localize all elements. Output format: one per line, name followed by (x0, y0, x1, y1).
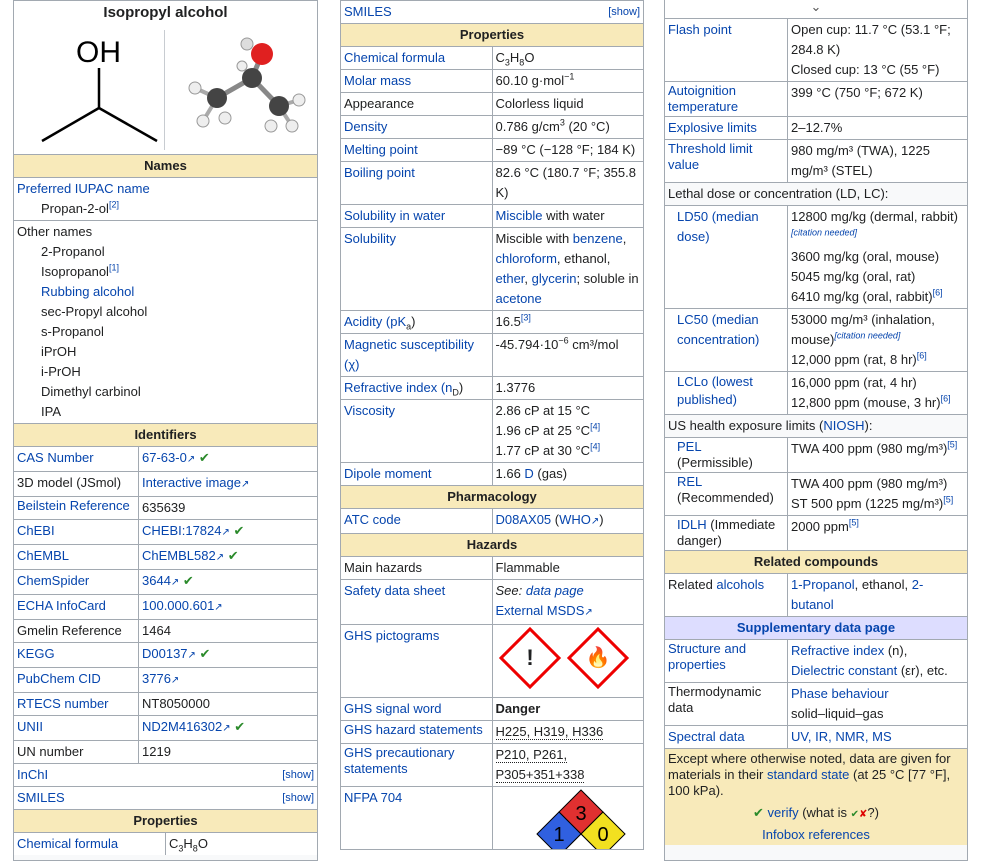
lclo-values: 16,000 ppm (rat, 4 hr) 12,800 ppm (mouse, 3 hr)[6] (788, 372, 968, 415)
identifier-value[interactable]: D00137 (142, 646, 188, 661)
flash-point-link[interactable]: Flash point (668, 22, 732, 37)
standard-state-link[interactable]: standard state (766, 767, 850, 782)
spectral-data-link[interactable]: Spectral data (668, 729, 745, 744)
other-name: Dimethyl carbinol (41, 384, 141, 399)
chemical-formula-link-2[interactable]: Chemical formula (344, 50, 446, 65)
thermodynamic-value: Phase behaviour solid–liquid–gas (788, 683, 968, 726)
supplementary-data-page-link[interactable]: Supplementary data page (736, 620, 896, 635)
infobox-title: Isopropyl alcohol (14, 1, 317, 25)
solubility-water-link[interactable]: Solubility in water (344, 208, 446, 223)
who-link[interactable]: WHO (559, 512, 591, 527)
identifier-row (14, 472, 317, 497)
chemical-formula-value-2: $C_3H_8O$ (492, 47, 643, 70)
infobox-column-1 (13, 0, 318, 861)
magnetic-susceptibility-value: $-45.794\cdot 10^{-6}$ cm³/mol (492, 334, 643, 377)
acidity-link[interactable]: Acidity (pK (344, 314, 407, 329)
identifier-value: 1219 (142, 744, 171, 759)
dielectric-constant-link[interactable]: Dielectric constant (791, 663, 898, 678)
identifier-row (14, 643, 317, 668)
ghs-signal-word-link[interactable]: GHS signal word (344, 701, 442, 716)
smiles-show-toggle-2[interactable]: [show] (608, 6, 640, 18)
exclamation-mark-pictogram-icon: ! (498, 627, 560, 689)
external-link-icon: ↗ (241, 479, 250, 490)
2-butanol-link[interactable]: 2-butanol (791, 577, 924, 612)
rel-sub: (Recommended) (677, 490, 774, 505)
atc-code-link[interactable]: ATC code (344, 512, 401, 527)
identifiers-header: Identifiers (14, 424, 317, 447)
identifier-value: NT8050000 (142, 696, 210, 711)
identifier-row (14, 716, 317, 741)
identifier-value[interactable]: Interactive image (142, 475, 241, 490)
appearance-value: Colorless liquid (492, 93, 643, 116)
pel-link[interactable]: PEL (677, 439, 702, 454)
identifier-row (14, 497, 317, 520)
solubility-value: Miscible with benzene, chloroform, ethanol, ether, glycerin; soluble in acetone (492, 228, 643, 311)
identifier-row (14, 570, 317, 595)
main-hazards-label: Main hazards (341, 557, 492, 580)
identifier-value: 635639 (142, 500, 186, 515)
lethal-dose-header: Lethal dose or concentration (LD, LC): (665, 183, 967, 206)
external-link-icon: ↗ (187, 650, 196, 661)
structure-properties-value: Refractive index (n), Dielectric constant (εr), etc. (788, 640, 968, 683)
nfpa-diamond (492, 787, 643, 851)
identifier-label[interactable]: 3D model (JSmol) (14, 472, 139, 497)
external-link-icon: ↗ (222, 723, 231, 734)
refractive-index-link-2[interactable]: Refractive index (791, 643, 885, 658)
identifier-label[interactable]: Beilstein Reference (14, 497, 139, 520)
other-name: s-Propanol (41, 324, 104, 339)
verify-link[interactable]: verify (767, 805, 799, 820)
identifier-label[interactable]: Gmelin Reference (14, 620, 139, 643)
infobox-column-3: ⌄ Flash point Open cup: 11.7 °C (53.1 °F; 284.8 K) Closed cup: 13 °C (55 °F) Autoignition temperature 399 °C (750 °F; 672 K) Explosive limits 2–12.7% Threshold limit value 980 mg/m³ (TWA), 1225 mg/m³ (STEL) Lethal dose or concentration (LD, LC): LD50 (median dose) 12800 mg/kg (dermal, rabbit)[citation needed] 3600 mg/kg (oral, mouse) 5045 mg/kg (oral, rat) 6410 mg/kg (oral, rabbit)[6] LC50 (median concentration) 53000 mg/m³ (inhalation, mouse)[citation needed] 12,000 ppm (rat, 8 hr)[6] LCLo (lowest published) 16,000 ppm (rat, 4 hr) 12,800 ppm (mouse, 3 hr)[6] US health exposure limits (NIOSH): PEL (Permissible) TWA 400 ppm (980 mg/m³)[5] REL (Recommended) TWA 400 ppm (980 mg/m³) ST 500 ppm (1225 mg/m³)[5] IDLH (Immediate danger) 2000 ppm[5] Related compounds Related alcohols 1-Propanol, ethanol, 2-butanol Supplementary data page Structure and properties Refractive index (n), Dielectric constant (εr), etc. Thermodynamic data Phase behaviour solid–liquid–gas Spectral data UV, IR, NMR, MS Except where otherwise noted, data are given for materials in their standard state (at 25 °C [77 °F], 100 kPa). ✔ verify (what is ✔✘?) Infobox references (664, 0, 968, 861)
check-icon: ✔ (229, 523, 245, 538)
identifier-label[interactable]: ChEMBL (14, 545, 139, 570)
inchi-show-toggle[interactable]: [show] (282, 769, 314, 781)
ball-and-stick-model-image (167, 26, 317, 154)
infobox-column-2: SMILES [show] Properties Chemical formula $C_3H_8O$ Molar mass 60.10 g·mol$^{-1}$ Appearance Colorless liquid Density 0.786 $g/cm^3$ (20 °C) Melting point −89 °C (−128 °F; 184 K) Boiling point 82.6 °C (180.7 °F; 355.8 K) Solubility in water Miscible with water Solubility Miscible with benzene, chloroform, ethanol, ether, glycerin; soluble in acetone Acidity $(pK_a)$ 16.5[3] Magnetic susceptibility (χ) $-45.794\cdot 10^{-6}$ cm³/mol Refractive index $(n_D)$ 1.3776 Viscosity 2.86 cP at 15 °C 1.96 cP at 25 °C[4] 1.77 cP at 30 °C[4] Dipole moment 1.66 D (gas) Pharmacology ATC code D08AX05 (WHO↗) Hazards Main hazards Flammable Safety data sheet See: data page External MSDS↗ GHS pictograms ! 🔥 GHS signal word Danger GHS hazard statements H225, H319, H336 GHS precautionary statements P210, P261, P305+351+338 NFPA 704 3 1 0 (340, 0, 644, 850)
svg-text:0: 0 (596, 824, 609, 846)
appearance-label: Appearance (341, 93, 492, 116)
debye-link[interactable]: D (524, 466, 534, 481)
pharmacology-header: Pharmacology (341, 486, 643, 509)
identifier-row (14, 620, 317, 643)
external-link-icon: ↗ (215, 552, 225, 563)
explosive-limits-link[interactable]: Explosive limits (668, 120, 757, 135)
melting-point-value: −89 °C (−128 °F; 184 K) (492, 139, 643, 162)
check-icon: ✔ (195, 646, 211, 661)
refractive-index-value: 1.3776 (492, 377, 643, 400)
identifier-label[interactable]: UN number (14, 741, 139, 764)
check-icon: ✔ (753, 805, 764, 820)
thermodynamic-label: Thermodynamic data (665, 683, 788, 726)
ether-link[interactable]: ether (495, 271, 525, 286)
cross-icon: ✘ (859, 809, 868, 820)
lc50-values: 53000 mg/m³ (inhalation, mouse)[citation needed] 12,000 ppm (rat, 8 hr)[6] (788, 309, 968, 372)
idlh-sub: (Immediate danger) (677, 517, 776, 548)
identifier-value[interactable]: 67-63-0 (142, 450, 187, 465)
smiles-link-2[interactable]: SMILES (344, 4, 392, 19)
chloroform-link[interactable]: chloroform (495, 251, 557, 266)
smiles-link[interactable]: SMILES (17, 790, 65, 805)
other-names-label: Other names (17, 224, 93, 239)
ghs-precautionary-value[interactable]: P210, P261, P305+351+338 (495, 747, 585, 782)
skeletal-formula-image (14, 26, 164, 154)
iupac-name-link[interactable]: Preferred IUPAC name (17, 181, 150, 196)
threshold-limit-value: 980 mg/m³ (TWA), 1225 mg/m³ (STEL) (788, 140, 968, 183)
external-msds-link[interactable]: External MSDS (495, 603, 585, 618)
flash-point-value: Open cup: 11.7 °C (53.1 °F; 284.8 K) Closed cup: 13 °C (55 °F) (788, 19, 968, 82)
external-link-icon: ↗ (170, 577, 180, 588)
magnetic-susceptibility-link[interactable]: Magnetic susceptibility (χ) (344, 337, 475, 372)
identifier-label[interactable]: UNII (14, 716, 139, 741)
pel-sub: (Permissible) (677, 455, 753, 470)
identifiers-table (14, 446, 317, 763)
threshold-limit-link[interactable]: Threshold limit value (668, 141, 753, 172)
niosh-link[interactable]: NIOSH (823, 418, 865, 433)
lclo-link[interactable]: LCLo (lowest published) (677, 374, 753, 407)
other-name: 2-Propanol (41, 244, 105, 259)
viscosity-values: 2.86 cP at 15 °C 1.96 cP at 25 °C[4] 1.77 cP at 30 °C[4] (492, 400, 643, 463)
identifier-value[interactable]: 3776 (142, 671, 171, 686)
identifier-row (14, 693, 317, 716)
us-exposure-header: US health exposure limits (NIOSH): (665, 415, 967, 438)
solubility-link[interactable]: Solubility (344, 231, 397, 246)
identifier-row (14, 668, 317, 693)
acetone-link[interactable]: acetone (495, 291, 542, 306)
other-name: i-PrOH (41, 364, 81, 379)
ghs-precautionary-link[interactable]: GHS precautionary statements (344, 745, 455, 776)
check-icon: ✔ (195, 450, 210, 465)
ld50-link[interactable]: LD50 (median dose) (677, 209, 759, 244)
identifier-value[interactable]: ND2M416302 (142, 719, 223, 734)
nfpa-704-link[interactable]: NFPA 704 (344, 790, 403, 805)
main-hazards-value: Flammable (492, 557, 643, 580)
ref-2[interactable]: [2] (108, 199, 119, 210)
hazards-header: Hazards (341, 534, 643, 557)
identifier-row (14, 447, 317, 472)
related-compounds-header: Related compounds (665, 551, 967, 574)
structure-images (14, 25, 317, 154)
density-value: 0.786 $g/cm^3$ (20 °C) (492, 116, 643, 139)
rel-link[interactable]: REL (677, 474, 703, 489)
footer-note: Except where otherwise noted, data are given for materials in their standard state (at 25 °C [77 °F], 100 kPa). ✔ verify (what is ✔✘?) Infobox references (665, 749, 967, 846)
iupac-name-value: Propan-2-ol (41, 201, 109, 216)
explosive-limits-value: 2–12.7% (788, 117, 968, 140)
alcohols-link[interactable]: alcohols (716, 577, 765, 592)
idlh-link[interactable]: IDLH (677, 517, 707, 532)
flame-pictogram-icon: 🔥 (566, 627, 628, 689)
other-names (14, 221, 317, 424)
spectral-data-value[interactable]: UV, IR, NMR, MS (791, 729, 892, 744)
ld50-values: 12800 mg/kg (dermal, rabbit)[citation needed] 3600 mg/kg (oral, mouse) 5045 mg/kg (oral, rat) 6410 mg/kg (oral, rabbit)[6] (788, 206, 968, 309)
dipole-moment-value: 1.66 D (gas) (492, 463, 643, 486)
safety-data-sheet-link[interactable]: Safety data sheet (344, 583, 446, 598)
melting-point-link[interactable]: Melting point (344, 142, 418, 157)
rubbing-alcohol-link[interactable]: Rubbing alcohol (41, 284, 135, 299)
boiling-point-link[interactable]: Boiling point (344, 165, 415, 180)
benzene-link[interactable]: benzene (572, 231, 623, 246)
check-icon: ✔ (224, 548, 239, 563)
density-link[interactable]: Density (344, 119, 388, 134)
pel-value: TWA 400 ppm (980 mg/m³)[5] (788, 438, 968, 473)
ghs-signal-word-value: Danger (492, 698, 643, 721)
data-page-link[interactable]: data page (525, 583, 584, 598)
identifier-label[interactable]: KEGG (14, 643, 139, 668)
lc50-link[interactable]: LC50 (median concentration) (677, 312, 760, 347)
external-link-icon: ↗ (214, 602, 223, 613)
properties-header-2: Properties (341, 24, 643, 47)
ghs-hazard-statements-value[interactable]: H225, H319, H336 (495, 724, 604, 739)
rel-value: TWA 400 ppm (980 mg/m³) ST 500 ppm (1225 mg/m³)[5] (788, 473, 968, 516)
external-link-icon: ↗ (186, 454, 196, 465)
check-icon: ✔ (179, 573, 194, 588)
molar-mass-link[interactable]: Molar mass (344, 73, 412, 88)
identifier-value[interactable]: 100.000.601 (142, 598, 215, 613)
autoignition-link[interactable]: Autoignition temperature (668, 83, 739, 114)
related-alcohols-value: 1-Propanol, ethanol, 2-butanol (788, 574, 968, 617)
viscosity-link[interactable]: Viscosity (344, 403, 396, 418)
inchi-link[interactable]: InChI (17, 767, 49, 782)
atc-code-value: D08AX05 (WHO↗) (492, 509, 643, 534)
autoignition-value: 399 °C (750 °F; 672 K) (788, 82, 968, 117)
phase-behaviour-link[interactable]: Phase behaviour (791, 686, 889, 701)
properties-header: Properties (14, 810, 317, 833)
dipole-moment-link[interactable]: Dipole moment (344, 466, 432, 481)
identifier-value: 1464 (142, 623, 171, 638)
ghs-pictograms (492, 625, 643, 698)
solubility-water-value: Miscible with water (492, 205, 643, 228)
identifier-label[interactable]: ChEBI (14, 520, 139, 545)
idlh-value: 2000 ppm[5] (788, 516, 968, 551)
identifier-label[interactable]: CAS Number (14, 447, 139, 472)
ghs-hazard-statements-link[interactable]: GHS hazard statements (344, 722, 483, 737)
identifier-row (14, 520, 317, 545)
identifier-row (14, 545, 317, 570)
acidity-value: 16.5[3] (492, 311, 643, 334)
ref-1[interactable]: [1] (108, 262, 119, 273)
structure-properties-link[interactable]: Structure and properties (668, 641, 747, 672)
ghs-pictograms-link[interactable]: GHS pictograms (344, 628, 440, 643)
glycerin-link[interactable]: glycerin (531, 271, 577, 286)
smiles-show-toggle[interactable]: [show] (282, 792, 314, 804)
atc-d08ax05-link[interactable]: D08AX05 (495, 512, 552, 527)
safety-data-sheet-value: See: data page External MSDS↗ (492, 580, 643, 625)
identifier-label[interactable]: ECHA InfoCard (14, 595, 139, 620)
other-name: Isopropanol (41, 264, 109, 279)
boiling-point-value: 82.6 °C (180.7 °F; 355.8 K) (492, 162, 643, 205)
chemical-formula-value: $C_3H_8O$ (166, 833, 318, 856)
external-link-icon: ↗ (221, 527, 230, 538)
nfpa-diamond-icon (496, 788, 645, 850)
other-name: IPA (41, 404, 61, 419)
identifier-label[interactable]: RTECS number (14, 693, 139, 716)
check-icon: ✔ (230, 719, 246, 734)
refractive-index-link[interactable]: Refractive index (n (344, 380, 453, 395)
identifier-value[interactable]: ChEMBL582 (142, 548, 216, 563)
other-name: iPrOH (41, 344, 77, 359)
identifier-value[interactable]: 3644 (142, 573, 171, 588)
identifier-row (14, 741, 317, 764)
chemical-formula-link[interactable]: Chemical formula (17, 836, 119, 851)
infobox-references-link[interactable]: Infobox references (762, 827, 870, 842)
molar-mass-value: 60.10 g·mol$^{-1}$ (492, 70, 643, 93)
chevron-down-icon[interactable]: ⌄ (665, 0, 967, 18)
ref-3[interactable]: [3] (520, 312, 531, 323)
svg-text:3: 3 (574, 803, 587, 825)
identifier-label[interactable]: PubChem CID (14, 668, 139, 693)
svg-text:1: 1 (552, 824, 565, 846)
1-propanol-link[interactable]: 1-Propanol (791, 577, 855, 592)
check-icon-small: ✔ (850, 809, 860, 820)
external-link-icon: ↗ (170, 675, 180, 686)
identifier-label[interactable]: ChemSpider (14, 570, 139, 595)
identifier-value[interactable]: CHEBI:17824 (142, 523, 222, 538)
identifier-row (14, 595, 317, 620)
svg-text:OH: OH (76, 36, 121, 69)
miscible-link[interactable]: Miscible (495, 208, 543, 223)
names-header: Names (14, 155, 317, 178)
other-name: sec-Propyl alcohol (41, 304, 148, 319)
